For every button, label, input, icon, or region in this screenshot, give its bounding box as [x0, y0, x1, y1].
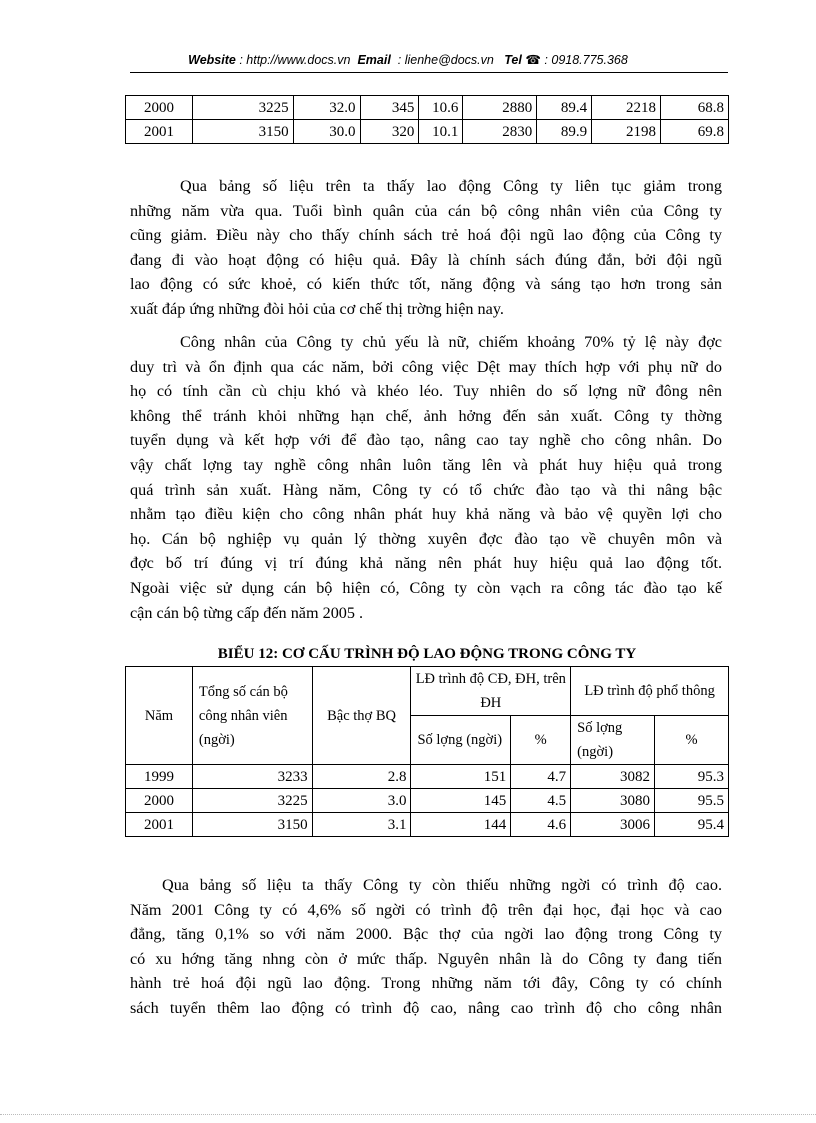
- email-address: : lienhe@docs.vn: [397, 53, 494, 67]
- header-count: Số lợng (ngời): [571, 716, 655, 765]
- paragraph-female-workers: [130, 330, 722, 625]
- header-count: Số lợng (ngời): [411, 716, 511, 765]
- table-cell: 3.0: [312, 789, 411, 813]
- qualification-structure-table: [125, 666, 729, 837]
- header-divider: [130, 72, 728, 73]
- page-header: [0, 52, 816, 67]
- table-cell: 2830: [463, 120, 537, 144]
- table-cell: 3150: [192, 813, 312, 837]
- table-cell: 10.6: [419, 96, 463, 120]
- table-cell: 3.1: [312, 813, 411, 837]
- paragraph-qualification-analysis: [130, 873, 722, 1021]
- text-line: không thể tránh khỏi những hạn chế, ảnh hởng đến sản xuất. Công ty thờng: [130, 406, 722, 425]
- header-percent: %: [511, 716, 571, 765]
- table-row: [126, 765, 729, 789]
- table-cell: 4.7: [511, 765, 571, 789]
- tel-label: Tel: [504, 53, 522, 67]
- table-cell: 3006: [571, 813, 655, 837]
- table-cell: 2198: [592, 120, 661, 144]
- text-line: Công nhân của Công ty chủ yếu là nữ, chiếm khoảng 70% tỷ lệ này đợc: [180, 333, 722, 351]
- text-line: đợc bố trí đúng vị trí đúng khả năng nên phát huy hiệu quả lao động tốt.: [130, 554, 722, 573]
- table-cell: 320: [360, 120, 419, 144]
- text-line: họ. Cán bộ nghiệp vụ quản lý thờng xuyên đợc đào tạo về chuyên môn và: [130, 529, 722, 548]
- table-caption: BIỂU 12: CƠ CẤU TRÌNH ĐỘ LAO ĐỘNG TRONG CÔNG TY: [217, 646, 637, 662]
- table-row: [126, 789, 729, 813]
- table-cell: 2.8: [312, 765, 411, 789]
- text-line: xuất đáp ứng những đòi hỏi của cơ chế thị trờng hiện nay.: [130, 299, 504, 318]
- text-line: những năm vừa qua. Tuổi bình quân của cán bộ công nhân viên của Công ty: [130, 201, 722, 220]
- text-line: tuyển dụng và kết hợp với để đào tạo, nâng cao tay nghề cho công nhân. Do: [130, 431, 722, 450]
- text-line: có xu hớng tăng nhng còn ở mức thấp. Nguyên nhân là do Công ty đang tiến: [130, 949, 722, 968]
- table-cell: 69.8: [661, 120, 729, 144]
- phone-number: : 0918.775.368: [544, 53, 628, 67]
- table-cell: 4.6: [511, 813, 571, 837]
- table-cell: 144: [411, 813, 511, 837]
- header-total-staff: Tổng số cán bộ công nhân viên (ngời): [192, 667, 312, 765]
- table-cell: 32.0: [293, 96, 360, 120]
- text-line: Qua bảng số liệu trên ta thấy lao động Công ty liên tục giảm trong: [180, 177, 722, 195]
- text-line: cận cán bộ từng cấp đến năm 2005 .: [130, 603, 364, 622]
- text-line: cũng giảm. Điều này cho thấy chính sách trẻ hoá đội ngũ lao động của Công ty: [130, 226, 722, 245]
- table-cell: 10.1: [419, 120, 463, 144]
- text-line: họ có tính cần cù chịu khó và khéo léo. Tuy nhiên do số lợng nữ đông nên: [130, 382, 722, 401]
- text-line: đang đi vào hoạt động có hiệu quả. Đây là chính sách đúng đắn, bởi đội ngũ: [130, 250, 722, 269]
- table-cell: 95.4: [655, 813, 729, 837]
- website-label: Website: [188, 53, 236, 67]
- table-row: [126, 120, 729, 144]
- text-line: lao động có sức khoẻ, có kiến thức tốt, năng động và sáng tạo hơn trong sản: [130, 275, 722, 294]
- table-cell: 145: [411, 789, 511, 813]
- text-line: hành trẻ hoá đội ngũ lao động. Trong những năm tới đây, Công ty có chính: [130, 974, 722, 993]
- table-cell: 3225: [192, 96, 293, 120]
- table-cell: 1999: [126, 765, 193, 789]
- text-line: quá trình sản xuất. Hàng năm, Công ty có tổ chức đào tạo và thi nâng bậc: [130, 480, 722, 499]
- table-cell: 2218: [592, 96, 661, 120]
- table-cell: 89.9: [537, 120, 592, 144]
- text-line: vậy chất lợng tay nghề công nhân luôn tăng lên và phát huy hiệu quả trong: [130, 455, 722, 474]
- table-cell: 2001: [126, 120, 193, 144]
- text-line: Năm 2001 Công ty có 4,6% số ngời có trình độ trên đại học, đại học và cao: [130, 900, 722, 919]
- table-cell: 3233: [192, 765, 312, 789]
- table-cell: 3150: [192, 120, 293, 144]
- page-bottom-edge: [0, 1114, 816, 1115]
- header-higher-education: LĐ trình độ CĐ, ĐH, trên ĐH: [411, 667, 571, 716]
- table-cell: 2001: [126, 813, 193, 837]
- table-cell: 95.3: [655, 765, 729, 789]
- table-cell: 2000: [126, 96, 193, 120]
- table-cell: 2000: [126, 789, 193, 813]
- table-cell: 68.8: [661, 96, 729, 120]
- header-year: Năm: [126, 667, 193, 765]
- table-row: [126, 813, 729, 837]
- paragraph-workforce-decline: [130, 174, 722, 322]
- text-line: nhằm tạo điều kiện cho công nhân phát huy khả năng và bảo vệ quyền lợi cho: [130, 505, 722, 524]
- table-row: [126, 96, 729, 120]
- header-average-grade: Bậc thợ BQ: [312, 667, 411, 765]
- table-cell: 89.4: [537, 96, 592, 120]
- table-cell: 3225: [192, 789, 312, 813]
- text-line: đẳng, tăng 0,1% so với năm 2000. Bậc thợ của ngời lao động trong Công ty: [130, 925, 722, 944]
- phone-icon: ☎: [525, 53, 541, 67]
- website-url: : http://www.docs.vn: [239, 53, 351, 67]
- table-cell: 4.5: [511, 789, 571, 813]
- header-general-education: LĐ trình độ phổ thông: [571, 667, 729, 716]
- text-line: sách tuyển thêm lao động có trình độ cao, nâng cao trình độ cho công nhân: [130, 998, 722, 1017]
- text-line: Qua bảng số liệu ta thấy Công ty còn thiếu những ngời có trình độ cao.: [162, 876, 722, 894]
- text-line: Ngoài việc sử dụng cán bộ hiện có, Công ty còn vạch ra công tác đào tạo kế: [130, 578, 722, 597]
- table-header-row: [126, 667, 729, 716]
- table-cell: 2880: [463, 96, 537, 120]
- text-line: duy trì và ổn định qua các năm, bởi công việc Dệt may thích hợp với phụ nữ do: [130, 357, 722, 376]
- labor-table-continued: [125, 95, 729, 144]
- table-cell: 345: [360, 96, 419, 120]
- email-label: Email: [357, 53, 391, 67]
- table-cell: 3082: [571, 765, 655, 789]
- table-cell: 30.0: [293, 120, 360, 144]
- table-cell: 151: [411, 765, 511, 789]
- table-cell: 3080: [571, 789, 655, 813]
- table-cell: 95.5: [655, 789, 729, 813]
- header-percent: %: [655, 716, 729, 765]
